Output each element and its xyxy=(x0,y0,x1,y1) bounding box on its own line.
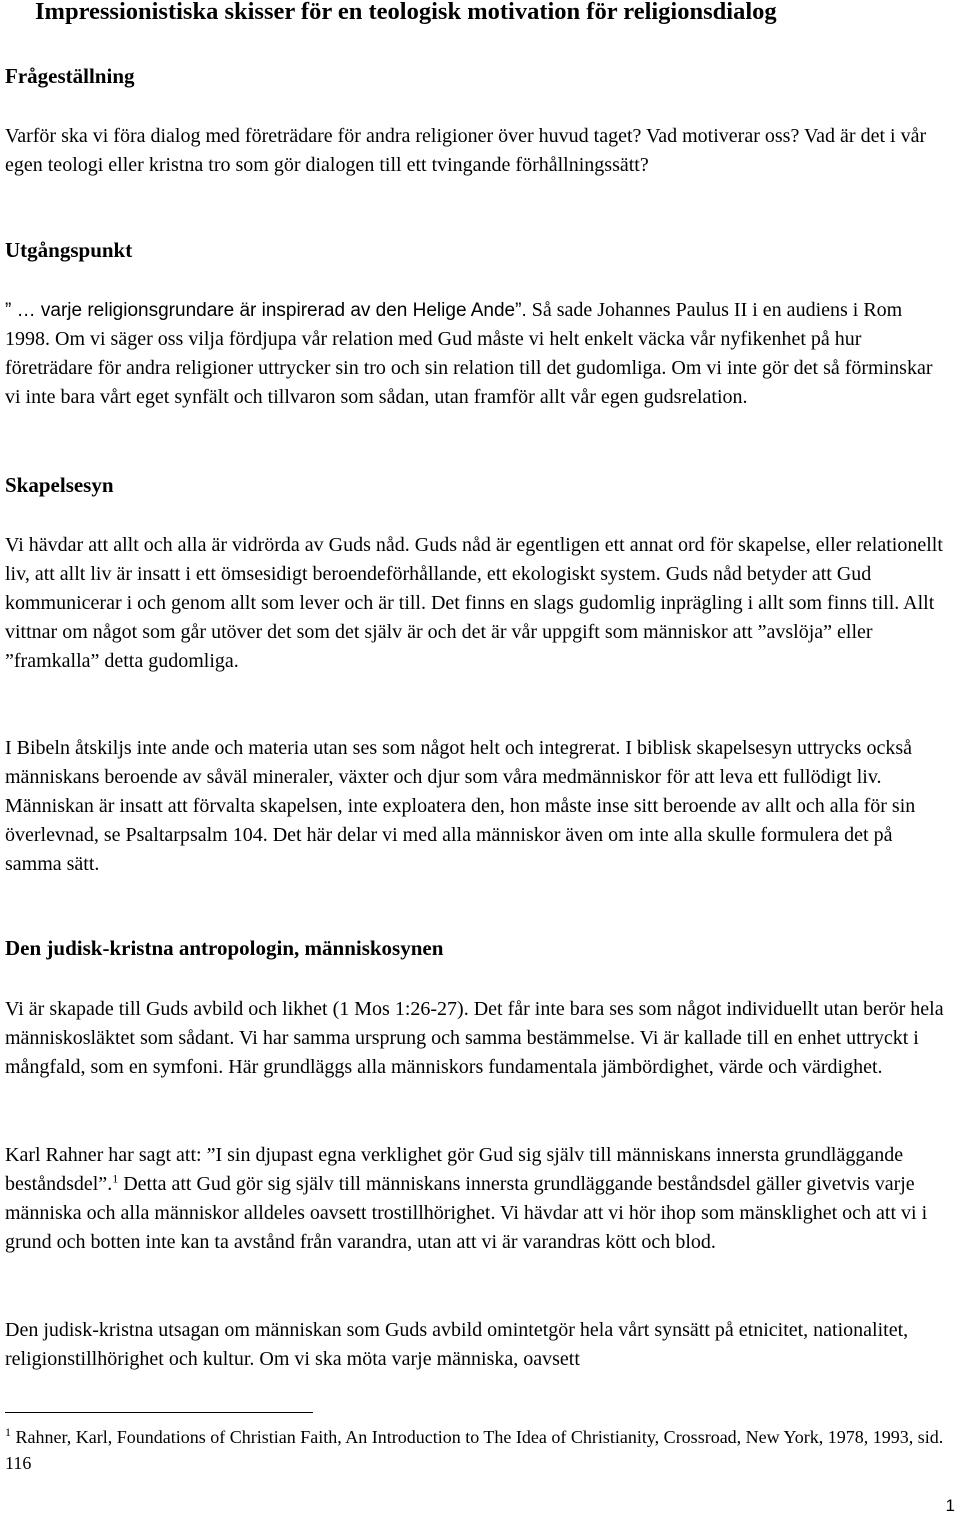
paragraph-antropologi-2-text: Detta att Gud gör sig själv till människans innersta grundläggande beståndsdel gäller givetvis varje människa och alla människor alldeles oavsett trostillhörighet. Vi hävdar att vi hör ihop som mänsklighet och att vi i grund och botten inte kan ta avstånd från varandra, utan att vi är varandras kött och blod. xyxy=(5,1173,928,1253)
paragraph-skapelsesyn-2: I Bibeln åtskiljs inte ande och materia utan ses som något helt och integrerat. I biblisk skapelsesyn uttrycks också människans beroende av såväl mineraler, växter och djur som våra medmänniskor för att leva ett fullödigt liv. Människan är insatt att förvalta skapelsen, inte exploatera den, hon måste inse sitt beroende av allt och alla för sin överlevnad, se Psaltarpsalm 104. Det här delar vi med alla människor även om inte alla skulle formulera det på samma sätt. xyxy=(5,737,916,875)
paragraph-antropologi-1: Vi är skapade till Guds avbild och likhet (1 Mos 1:26-27). Det får inte bara ses som något individuellt utan berör hela människosläktet som sådant. Vi har samma ursprung och samma bestämmelse. Vi är kallade till en enhet uttryckt i mångfald, som en symfoni. Här grundläggs alla människors fundamentala jämbördighet, värde och värdighet. xyxy=(5,998,944,1078)
paragraph-antropologi-2 xyxy=(5,1141,952,1257)
paragraph-utgangspunkt xyxy=(5,296,952,412)
document-title: Impressionistiska skisser för en teologisk motivation för religionsdialog xyxy=(35,0,777,25)
rahner-quote: Karl Rahner har sagt att: ”I sin djupast egna verklighet gör Gud sig själv till människans innersta grundläggande beståndsdel”. xyxy=(5,1144,904,1195)
paragraph-fragestallning: Varför ska vi föra dialog med företrädare för andra religioner över huvud taget? Vad motiverar oss? Vad är det i vår egen teologi eller kristna tro som gör dialogen till ett tvingande förhållningssätt? xyxy=(5,125,927,176)
paragraph-antropologi-3: Den judisk-kristna utsagan om människan som Guds avbild omintetgör hela vårt synsätt på etnicitet, nationalitet, religionstillhörighet och kultur. Om vi ska möta varje människa, oavsett xyxy=(5,1319,909,1370)
heading-skapelsesyn: Skapelsesyn xyxy=(5,473,114,497)
paragraph-skapelsesyn-1: Vi hävdar att allt och alla är vidrörda av Guds nåd. Guds nåd är egentligen ett annat ord för skapelse, eller relationellt liv, att allt liv är insatt i ett ömsesidigt beroendeförhållande, ett ekologiskt system. Guds nåd betyder att Gud kommunicerar i och genom allt som lever och är till. Det finns en slags gudomlig inprägling i allt som finns till. Allt vittnar om något som går utöver det som det själv är och det är vår uppgift som människor att ”avslöja” eller ”framkalla” detta gudomliga. xyxy=(5,534,943,672)
footnote xyxy=(5,1424,945,1476)
paragraph-utgangspunkt-text: Så sade Johannes Paulus II i en audiens i Rom 1998. Om vi säger oss vilja fördjupa vår relation med Gud måste vi helt enkelt väcka vår nyfikenhet på hur företrädare för andra religioner uttrycker sin tro och sin relation till det gudomliga. Om vi inte gör det så förminskar vi inte bara vårt eget synfält och tillvaron som sådan, utan framför allt vår egen gudsrelation. xyxy=(5,299,933,408)
page-number: 1 xyxy=(945,1496,955,1515)
footnote-number: 1 xyxy=(5,1425,11,1439)
pope-quote: ” … varje religionsgrundare är inspirerad av den Helige Ande”. xyxy=(5,300,527,321)
heading-fragestallning: Frågeställning xyxy=(5,64,135,88)
footnote-divider xyxy=(5,1412,313,1413)
heading-utgangspunkt: Utgångspunkt xyxy=(5,238,133,262)
footnote-reference[interactable]: 1 xyxy=(112,1171,119,1186)
heading-antropologi: Den judisk-kristna antropologin, människosynen xyxy=(5,936,444,960)
footnote-text: Rahner, Karl, Foundations of Christian Faith, An Introduction to The Idea of Christianity, Crossroad, New York, 1978, 1993, sid. 116 xyxy=(5,1427,944,1473)
